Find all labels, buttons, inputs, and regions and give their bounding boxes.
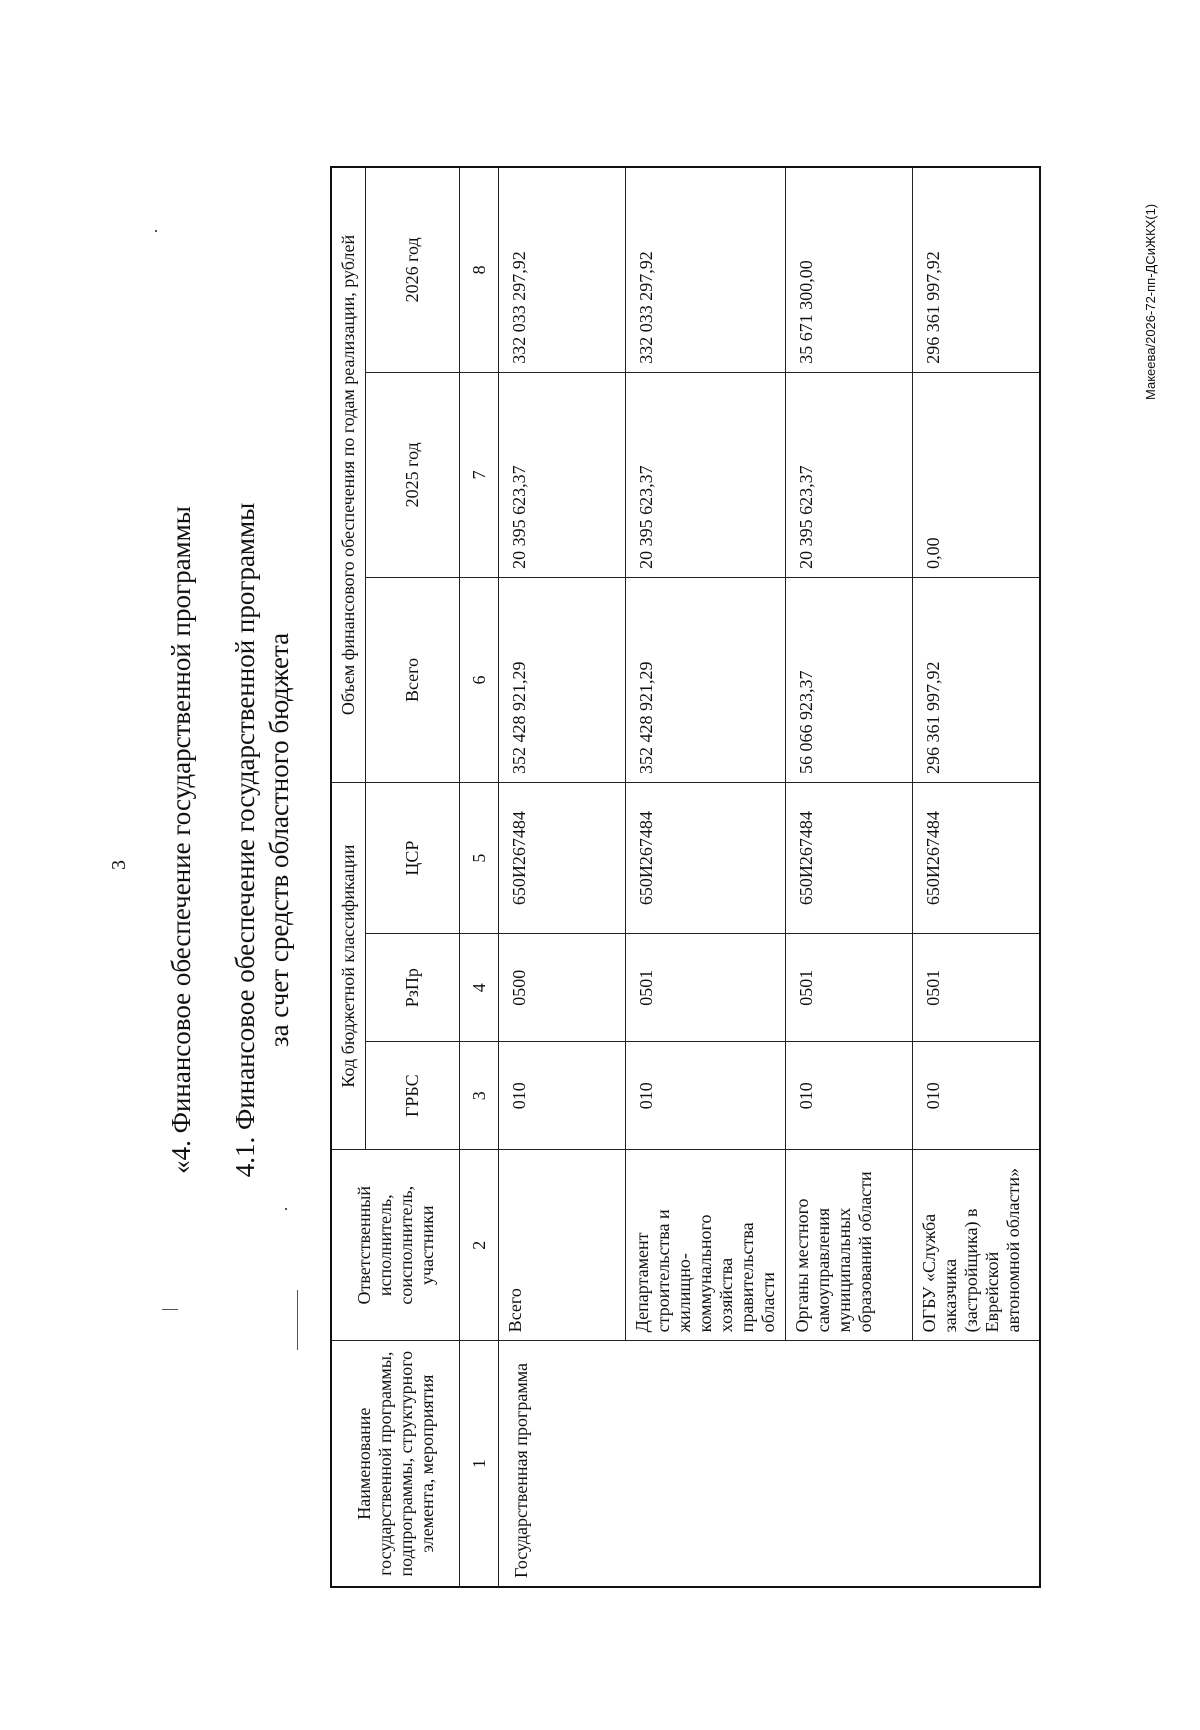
subsection-title-line2: за счет средств областного бюджета (264, 632, 294, 1048)
subsection-title (228, 250, 296, 1430)
document-reference: Макеева/2026-72-пп-ДСиЖКХ(1) (1143, 203, 1158, 400)
rzpr-cell: 0500 (499, 934, 626, 1042)
y2026-cell: 296 361 997,92 (913, 167, 1041, 372)
table-row (499, 167, 626, 1587)
header-csr: ЦСР (366, 783, 460, 934)
header-budget-code: Код бюджетной классификации (331, 783, 366, 1150)
y2025-cell: 20 395 623,37 (626, 372, 786, 577)
column-number-row (460, 167, 499, 1587)
header-2026: 2026 год (366, 167, 460, 372)
grbs-cell: 010 (913, 1042, 1041, 1150)
total-cell: 296 361 997,92 (913, 577, 1041, 782)
y2026-cell: 332 033 297,92 (626, 167, 786, 372)
header-total: Всего (366, 577, 460, 782)
y2026-cell: 332 033 297,92 (499, 167, 626, 372)
column-number: 4 (460, 934, 499, 1042)
column-number: 8 (460, 167, 499, 372)
rzpr-cell: 0501 (786, 934, 913, 1042)
header-responsible: Ответственный исполнитель, соисполнитель, участники (331, 1150, 460, 1341)
subsection-title-line1: 4.1. Финансовое обеспечение государственной программы (230, 502, 260, 1178)
rzpr-cell: 0501 (626, 934, 786, 1042)
column-number: 3 (460, 1042, 499, 1150)
csr-cell: 650И267484 (913, 783, 1041, 934)
csr-cell: 650И267484 (626, 783, 786, 934)
scan-mark (297, 1290, 298, 1350)
program-name-cell: Государственная программа (499, 1341, 1041, 1587)
grbs-cell: 010 (499, 1042, 626, 1150)
scan-mark (155, 230, 157, 232)
financing-table (330, 166, 1041, 1588)
y2025-cell: 0,00 (913, 372, 1041, 577)
responsible-cell: ОГБУ «Служба заказчика (застройщика) в Еврейской автономной области» (913, 1150, 1041, 1341)
total-cell: 352 428 921,29 (626, 577, 786, 782)
column-number: 7 (460, 372, 499, 577)
y2025-cell: 20 395 623,37 (786, 372, 913, 577)
column-number: 6 (460, 577, 499, 782)
scan-mark (285, 1208, 287, 1210)
header-2025: 2025 год (366, 372, 460, 577)
total-cell: 352 428 921,29 (499, 577, 626, 782)
column-number: 2 (460, 1150, 499, 1341)
responsible-cell: Департамент строительства и жилищно-коммунального хозяйства правительства области (626, 1150, 786, 1341)
csr-cell: 650И267484 (786, 783, 913, 934)
y2026-cell: 35 671 300,00 (786, 167, 913, 372)
y2025-cell: 20 395 623,37 (499, 372, 626, 577)
header-volume: Объем финансового обеспечения по годам реализации, рублей (331, 167, 366, 783)
total-cell: 56 066 923,37 (786, 577, 913, 782)
scan-mark (162, 1309, 178, 1310)
header-grbs: ГРБС (366, 1042, 460, 1150)
section-title: «4. Финансовое обеспечение государственной программы (166, 506, 196, 1174)
column-number: 5 (460, 783, 499, 934)
grbs-cell: 010 (786, 1042, 913, 1150)
column-number: 1 (460, 1341, 499, 1587)
responsible-cell: Органы местного самоуправления муниципальных образований области (786, 1150, 913, 1341)
page-number: 3 (108, 860, 130, 870)
rzpr-cell: 0501 (913, 934, 1041, 1042)
header-name: Наименование государственной программы, подпрограммы, структурного элемента, мероприятия (331, 1341, 460, 1587)
header-rzpr: РзПр (366, 934, 460, 1042)
grbs-cell: 010 (626, 1042, 786, 1150)
csr-cell: 650И267484 (499, 783, 626, 934)
responsible-cell: Всего (499, 1150, 626, 1341)
